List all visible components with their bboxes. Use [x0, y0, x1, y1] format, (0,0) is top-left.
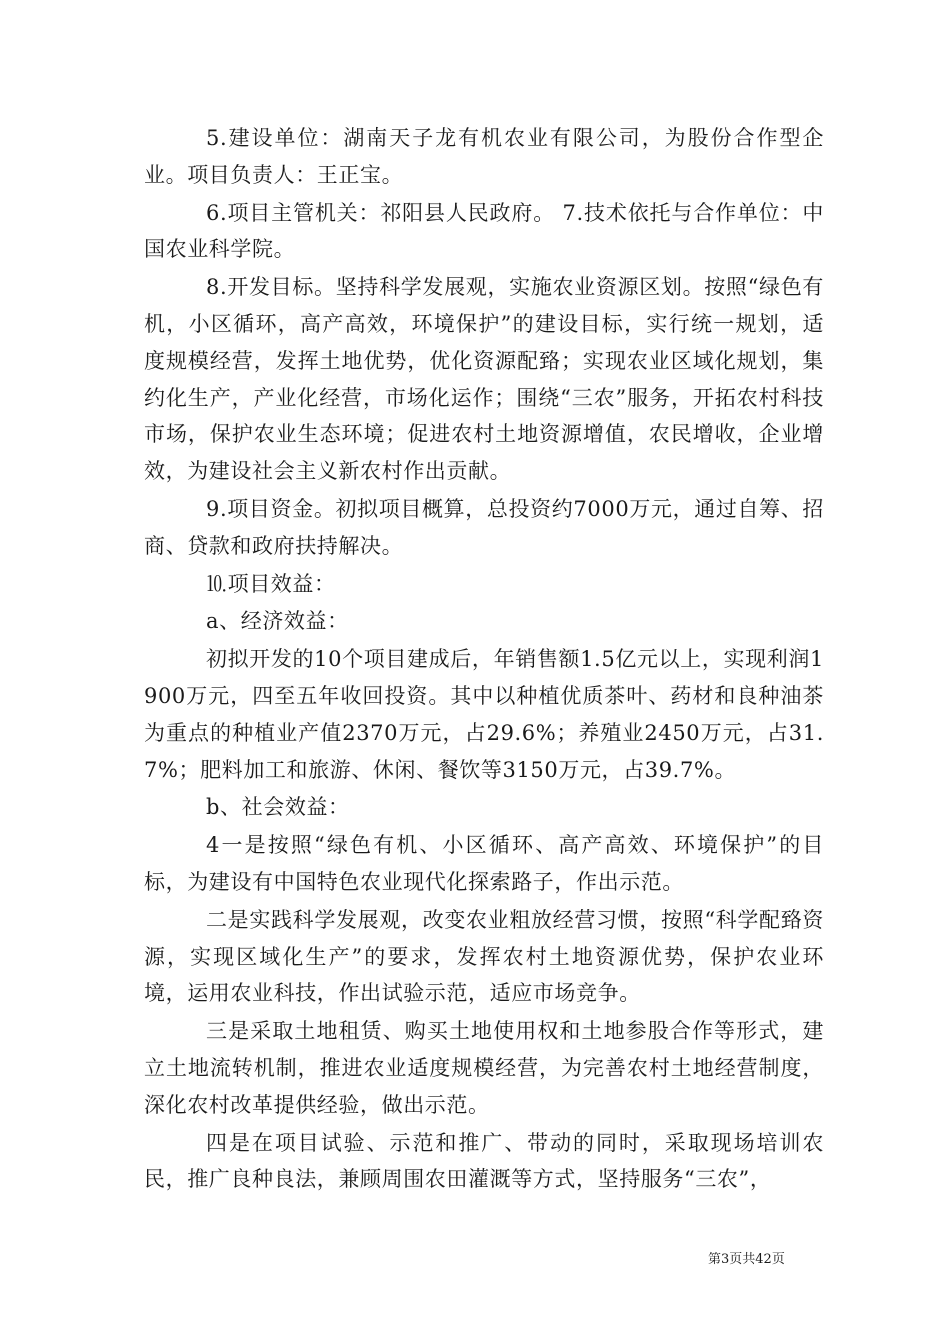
paragraph-construction-unit: 5.建设单位：湖南天子龙有机农业有限公司，为股份合作型企业。项目负责人：王正宝。 [144, 126, 824, 187]
paragraph-funding: 9.项目资金。初拟项目概算，总投资约7000万元，通过自筹、招商、贷款和政府扶持解决。 [144, 496, 824, 558]
paragraph-economic-benefits: 初拟开发的10个项目建成后，年销售额1.5亿元以上，实现利润1900万元，四至五年收回投资。其中以种植优质茶叶、药材和良种油茶为重点的种植业产值2370万元，占29.6%；养殖业2450万元，占31.7%；肥料加工和旅游、休闲、餐饮等3150万元，占39.7%。 [144, 647, 824, 782]
paragraph-social-heading: b、社会效益： [206, 795, 350, 820]
paragraph-social-second: 二是实践科学发展观，改变农业粗放经营习惯，按照“科学配臵资源，实现区域化生产”的要求，发挥农村土地资源优势，保护农业环境，运用农业科技，作出试验示范，适应市场竞争。 [144, 907, 824, 1006]
paragraph-benefits-heading: ⒑项目效益： [206, 571, 336, 596]
document-body [144, 120, 824, 1199]
paragraph-social-first: 4一是按照“绿色有机、小区循环、高产高效、环境保护”的目标，为建设有中国特色农业现代化探索路子，作出示范。 [144, 833, 824, 894]
paragraph-economic-heading: a、经济效益： [206, 609, 349, 634]
paragraph-social-third: 三是采取土地租赁、购买土地使用权和土地参股合作等形式，建立土地流转机制，推进农业适度规模经营，为完善农村土地经营制度，深化农村改革提供经验，做出示范。 [144, 1019, 824, 1117]
page-number: 第3页共42页 [708, 1252, 785, 1267]
paragraph-authority: 6.项目主管机关：祁阳县人民政府。 7.技术依托与合作单位：中国农业科学院。 [144, 200, 824, 262]
paragraph-goals: 8.开发目标。坚持科学发展观，实施农业资源区划。按照“绿色有机，小区循环，高产高效，环境保护”的建设目标，实行统一规划，适度规模经营，发挥土地优势，优化资源配臵；实现农业区域化规划，集约化生产，产业化经营，市场化运作；围绕“三农”服务，开拓农村科技市场，保护农业生态环境；促进农村土地资源增值，农民增收，企业增效，为建设社会主义新农村作出贡献。 [144, 275, 824, 484]
paragraph-social-fourth: 四是在项目试验、示范和推广、带动的同时，采取现场培训农民，推广良种良法，兼顾周围农田灌溉等方式，坚持服务“三农”， [144, 1130, 824, 1192]
